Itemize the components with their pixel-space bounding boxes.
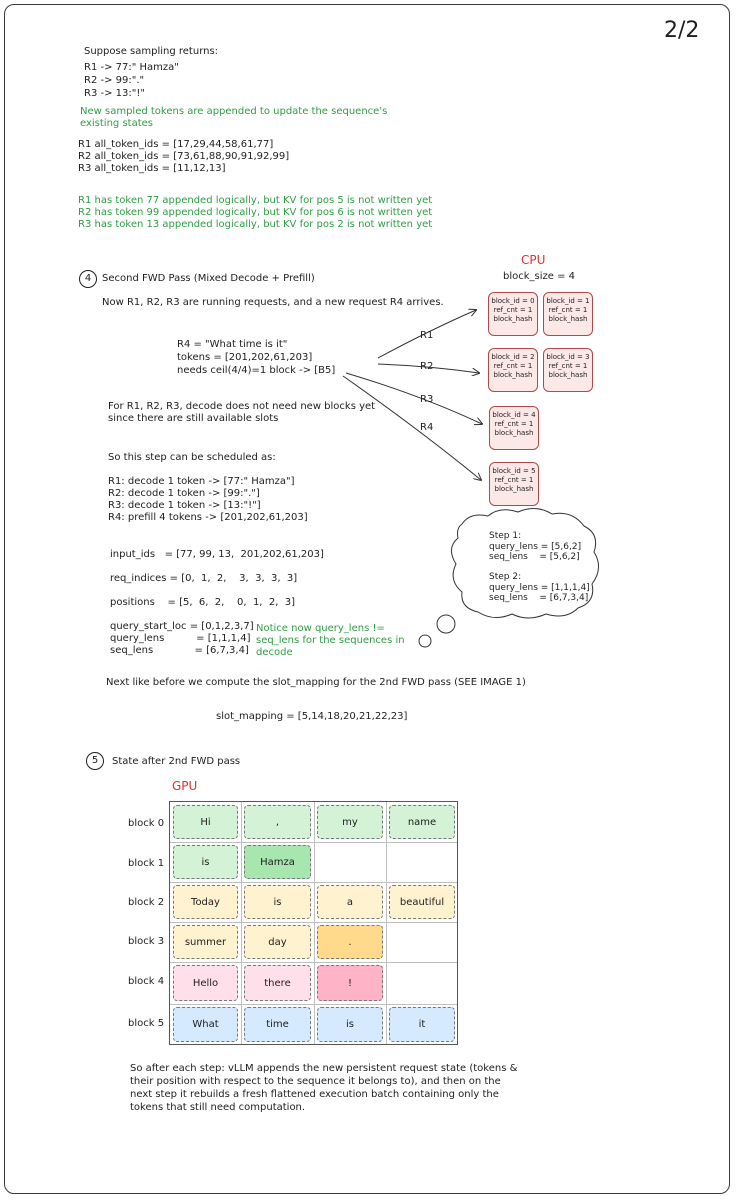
- row-label-block-5: block 5: [128, 1018, 165, 1029]
- gpu-cell: name: [389, 805, 455, 839]
- gpu-cell: .: [317, 925, 383, 959]
- append-note-line2: existing states: [80, 118, 153, 129]
- thought-bubble-small: [419, 635, 431, 647]
- grid-divider: [170, 1004, 457, 1005]
- cpu-block-4: [489, 406, 539, 450]
- slot-mapping-note: Next like before we compute the slot_mapping for the 2nd FWD pass (SEE IMAGE 1): [106, 677, 526, 688]
- notice-line2: seq_lens for the sequences in: [256, 635, 405, 646]
- gpu-cell: !: [317, 965, 383, 1001]
- arrow-r3: [346, 373, 482, 424]
- gpu-cell: is: [173, 845, 238, 879]
- row-label-block-4: block 4: [128, 976, 165, 987]
- gpu-cell: day: [244, 925, 311, 959]
- gpu-cell: Today: [173, 885, 238, 919]
- gpu-cell: a: [317, 885, 383, 919]
- token-ids-r1: R1 all_token_ids = [17,29,44,58,61,77]: [78, 139, 274, 150]
- cpu-block-1: [543, 292, 593, 336]
- notice-line3: decode: [256, 647, 293, 658]
- grid-divider: [170, 882, 457, 883]
- block-hash: block_hash: [493, 315, 533, 323]
- gpu-cell: beautiful: [389, 885, 455, 919]
- decode-note-line1: For R1, R2, R3, decode does not need new blocks yet: [108, 401, 376, 412]
- gpu-cell: is: [317, 1007, 383, 1042]
- gpu-cell: summer: [173, 925, 238, 959]
- grid-divider: [241, 802, 242, 1044]
- input-ids: input_ids = [77, 99, 13, 201,202,61,203]: [110, 549, 324, 560]
- footer-line3: next step it rebuilds a fresh flattened execution batch containing only the: [130, 1089, 499, 1100]
- block-ref-cnt: ref_cnt = 1: [494, 420, 534, 428]
- positions: positions = [5, 6, 2, 0, 1, 2, 3]: [110, 597, 296, 608]
- footer-line2: their position with respect to the sequence it belongs to), and then on the: [130, 1076, 501, 1087]
- gpu-cell: there: [244, 965, 311, 1001]
- cloud-step2-seq-lens: seq_lens = [6,7,3,4]: [489, 593, 589, 603]
- cloud-step1-seq-lens: seq_lens = [5,6,2]: [489, 552, 580, 562]
- cloud-step1-query-lens: query_lens = [5,6,2]: [489, 542, 582, 552]
- thought-bubble-large: [437, 615, 455, 633]
- kv-note-r3: R3 has token 13 appended logically, but KV for pos 2 is not written yet: [78, 219, 433, 230]
- schedule-r4: R4: prefill 4 tokens -> [201,202,61,203]: [108, 512, 308, 523]
- cpu-block-2: [488, 348, 538, 392]
- running-requests-line: Now R1, R2, R3 are running requests, and a new request R4 arrives.: [102, 297, 444, 308]
- gpu-cell: my: [317, 805, 383, 839]
- sampling-heading: Suppose sampling returns:: [84, 46, 219, 57]
- notice-line1: Notice now query_lens !=: [256, 623, 385, 634]
- gpu-cell: What: [173, 1007, 238, 1042]
- row-label-block-2: block 2: [128, 897, 165, 908]
- block-id: block_id = 5: [492, 467, 536, 475]
- slot-mapping: slot_mapping = [5,14,18,20,21,22,23]: [216, 711, 408, 722]
- grid-divider: [170, 842, 457, 843]
- sample-r3: R3 -> 13:"!": [84, 88, 145, 99]
- block-id: block_id = 2: [491, 353, 535, 361]
- block-id: block_id = 1: [546, 297, 590, 305]
- gpu-cell: ,: [244, 805, 311, 839]
- cloud-step2-query-lens: query_lens = [1,1,1,4]: [489, 583, 590, 593]
- query-start-loc: query_start_loc = [0,1,2,3,7]: [110, 621, 254, 632]
- token-ids-r3: R3 all_token_ids = [11,12,13]: [78, 163, 226, 174]
- kv-note-r1: R1 has token 77 appended logically, but KV for pos 5 is not written yet: [78, 195, 433, 206]
- block-ref-cnt: ref_cnt = 1: [548, 362, 588, 370]
- cpu-block-5: [489, 462, 539, 506]
- sample-r2: R2 -> 99:".": [84, 75, 145, 86]
- gpu-block-table: [169, 801, 458, 1045]
- schedule-r3: R3: decode 1 token -> [13:"!"]: [108, 500, 261, 511]
- grid-divider: [386, 802, 387, 1044]
- grid-divider: [170, 962, 457, 963]
- schedule-r1: R1: decode 1 token -> [77:" Hamza"]: [108, 476, 295, 487]
- grid-divider: [314, 802, 315, 1044]
- block-id: block_id = 0: [491, 297, 535, 305]
- block-hash: block_hash: [494, 485, 534, 493]
- gpu-title: GPU: [172, 779, 198, 793]
- arrow-label-r2: R2: [420, 361, 434, 372]
- decode-note-line2: since there are still available slots: [108, 413, 279, 424]
- footer-line1: So after each step: vLLM appends the new persistent request state (tokens &: [130, 1063, 518, 1074]
- section-4-title: Second FWD Pass (Mixed Decode + Prefill): [102, 273, 315, 284]
- footer-line4: tokens that still need computation.: [130, 1102, 306, 1113]
- sample-r1: R1 -> 77:" Hamza": [84, 62, 179, 73]
- block-hash: block_hash: [548, 371, 588, 379]
- section-4-number: 4: [79, 270, 97, 288]
- section-5-title: State after 2nd FWD pass: [112, 756, 241, 767]
- block-ref-cnt: ref_cnt = 1: [548, 306, 588, 314]
- gpu-cell: it: [389, 1007, 455, 1042]
- query-lens: query_lens = [1,1,1,4]: [110, 633, 251, 644]
- block-id: block_id = 4: [492, 411, 536, 419]
- r4-tokens: tokens = [201,202,61,203]: [177, 352, 313, 363]
- req-indices: req_indices = [0, 1, 2, 3, 3, 3, 3]: [110, 573, 298, 584]
- schedule-heading: So this step can be scheduled as:: [108, 452, 276, 463]
- gpu-cell: Hamza: [244, 845, 311, 879]
- seq-lens: seq_lens = [6,7,3,4]: [110, 645, 249, 656]
- cpu-block-3: [543, 348, 593, 392]
- append-note-line1: New sampled tokens are appended to update the sequence's: [80, 106, 388, 117]
- cpu-block-0: [488, 292, 538, 336]
- block-hash: block_hash: [494, 429, 534, 437]
- grid-divider: [170, 922, 457, 923]
- block-hash: block_hash: [493, 371, 533, 379]
- r4-definition: R4 = "What time is it": [177, 339, 288, 350]
- cloud-step2: Step 2:: [489, 572, 522, 582]
- page-number: 2/2: [664, 18, 700, 43]
- cpu-title: CPU: [521, 253, 546, 267]
- gpu-cell: is: [244, 885, 311, 919]
- block-id: block_id = 3: [546, 353, 590, 361]
- gpu-cell: Hi: [173, 805, 238, 839]
- arrow-label-r4: R4: [420, 422, 434, 433]
- gpu-cell: time: [244, 1007, 311, 1042]
- cpu-block-size: block_size = 4: [503, 271, 576, 282]
- block-ref-cnt: ref_cnt = 1: [493, 306, 533, 314]
- gpu-cell: Hello: [173, 965, 238, 1001]
- block-ref-cnt: ref_cnt = 1: [493, 362, 533, 370]
- row-label-block-0: block 0: [128, 818, 165, 829]
- cloud-step1: Step 1:: [489, 531, 522, 541]
- row-label-block-1: block 1: [128, 858, 165, 869]
- kv-note-r2: R2 has token 99 appended logically, but KV for pos 6 is not written yet: [78, 207, 433, 218]
- token-ids-r2: R2 all_token_ids = [73,61,88,90,91,92,99]: [78, 151, 290, 162]
- block-hash: block_hash: [548, 315, 588, 323]
- arrow-label-r3: R3: [420, 394, 434, 405]
- r4-blocks-needed: needs ceil(4/4)=1 block -> [B5]: [177, 365, 336, 376]
- block-ref-cnt: ref_cnt = 1: [494, 476, 534, 484]
- arrow-r4: [343, 376, 481, 480]
- row-label-block-3: block 3: [128, 936, 165, 947]
- arrow-label-r1: R1: [420, 330, 434, 341]
- schedule-r2: R2: decode 1 token -> [99:"."]: [108, 488, 260, 499]
- section-5-number: 5: [86, 752, 104, 770]
